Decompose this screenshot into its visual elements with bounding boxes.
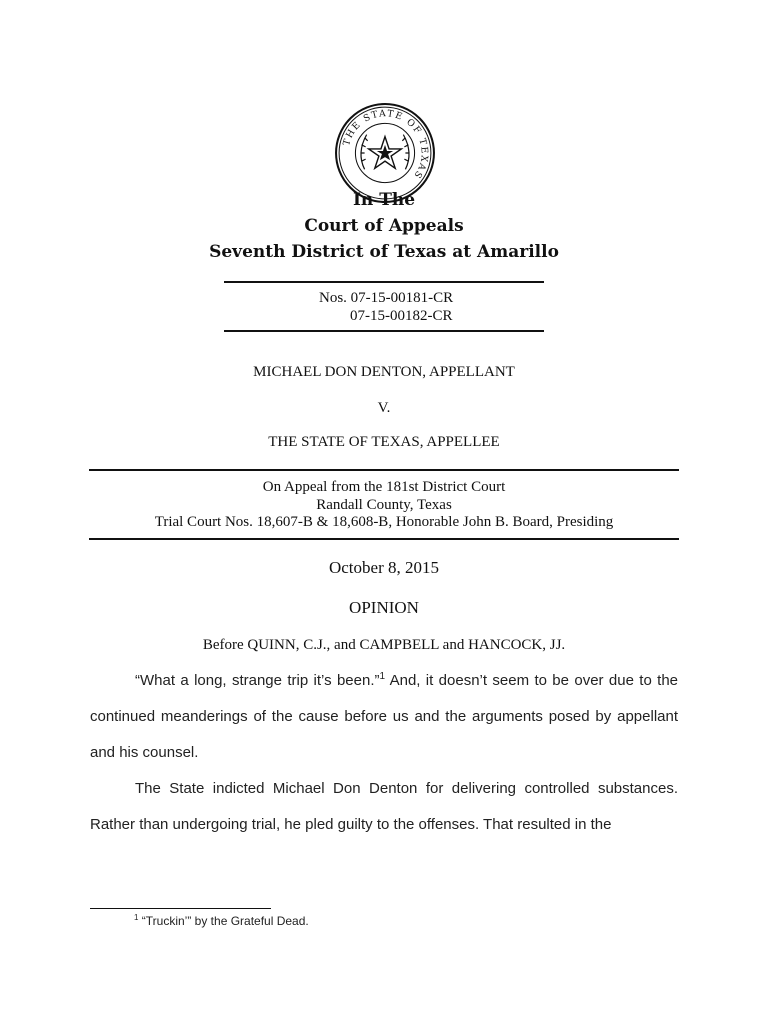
divider bbox=[89, 469, 679, 471]
appellee-name: THE STATE OF TEXAS, APPELLEE bbox=[268, 434, 500, 450]
paragraph-1-text: And, it doesn’t seem to be over due to the continued meanderings of the cause before us and the arguments posed by appellant and his counsel. bbox=[90, 672, 679, 761]
divider bbox=[224, 281, 544, 283]
paragraph-2: The State indicted Michael Don Denton for delivering controlled substances. Rather than undergoing trial, he pled guilty to the offenses. That resulted in the bbox=[90, 780, 678, 833]
court-heading-line-3: Seventh District of Texas at Amarillo bbox=[209, 242, 559, 262]
appeal-court: On Appeal from the 181st District Court bbox=[262, 479, 506, 495]
footnote-mark: 1 bbox=[134, 913, 139, 922]
docket-number-2: 07-15-00182-CR bbox=[350, 308, 453, 324]
court-heading-line-2: Court of Appeals bbox=[304, 216, 464, 236]
court-heading-line-1: In The bbox=[352, 190, 416, 210]
footnote-text: “Truckin’” by the Grateful Dead. bbox=[138, 914, 309, 928]
footnote-divider bbox=[90, 908, 271, 909]
divider bbox=[89, 538, 679, 540]
docket-number-1: Nos. 07-15-00181-CR bbox=[319, 290, 454, 306]
divider bbox=[224, 330, 544, 332]
opinion-body bbox=[90, 663, 678, 843]
paragraph-1 bbox=[90, 663, 678, 771]
texas-state-seal-icon bbox=[334, 102, 436, 204]
versus-label: V. bbox=[377, 400, 391, 416]
footnote-reference[interactable]: 1 bbox=[379, 671, 386, 682]
opening-quote: “What a long, strange trip it’s been.” bbox=[135, 672, 380, 689]
appellant-name: MICHAEL DON DENTON, APPELLANT bbox=[253, 364, 515, 380]
opinion-title: OPINION bbox=[349, 598, 419, 617]
seal-ring-text: THE STATE OF TEXAS bbox=[341, 108, 430, 182]
appeal-county: Randall County, Texas bbox=[316, 497, 452, 513]
trial-court-numbers: Trial Court Nos. 18,607-B & 18,608-B, Honorable John B. Board, Presiding bbox=[154, 514, 614, 530]
footnote bbox=[134, 914, 309, 928]
opinion-date: October 8, 2015 bbox=[328, 558, 439, 577]
panel-line: Before QUINN, C.J., and CAMPBELL and HANCOCK, JJ. bbox=[202, 637, 566, 653]
